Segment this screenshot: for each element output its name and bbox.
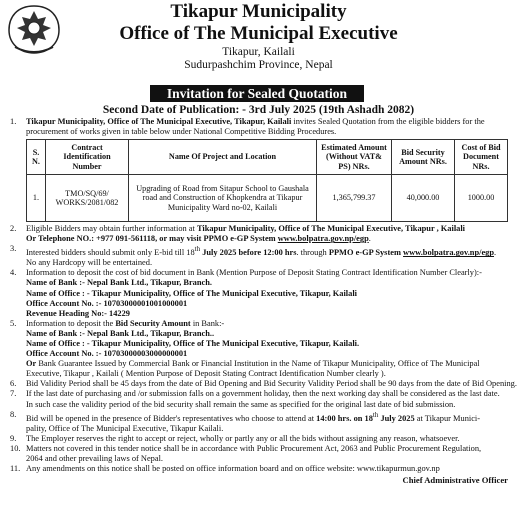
account-number: Office Account No. :- 10703000001001000001: [26, 298, 188, 308]
item-number: 2.: [10, 224, 17, 234]
item-text: The Employer reserves the right to accept or reject, wholly or partly any or all the bids without assigning any reason, whatsoever.: [26, 433, 460, 443]
item-number: 3.: [10, 244, 17, 254]
item-text: procurement of works given in table below under National Competitive Bidding Procedures.: [26, 127, 337, 137]
item-number: 7.: [10, 389, 17, 399]
item-text: 2064 and other prevailing laws of Nepal.: [26, 453, 163, 463]
office-title: Office of The Municipal Executive: [119, 23, 398, 44]
item-text: Interested bidders should submit only E-bid till 18: [26, 248, 195, 258]
notice-body: [10, 117, 517, 486]
egp-link[interactable]: www.bolpatra.gov.np/egp: [277, 234, 369, 244]
telephone-text: Or Telephone NO.: +977 091-561118, or may visit PPMO e-GP System: [26, 234, 278, 244]
deadline-text: July 2025 before 12:00 hrs: [200, 248, 297, 258]
notice-item-1: [10, 117, 508, 137]
item-number: 6.: [10, 379, 17, 389]
item-text: in Bank:-: [190, 318, 225, 328]
item-text: .: [494, 248, 497, 258]
table-cell: Upgrading of Road from Sitapur School to Gaushala road and Construction of Khopkendra at Tikapur Municipality Ward no-02, Kailali: [129, 175, 317, 222]
bank-name: Name of Bank :- Nepal Bank Ltd., Tikapur, Branch..: [26, 328, 215, 338]
item-text: Eligible Bidders may obtain further information at: [26, 224, 197, 234]
superscript: th: [372, 410, 379, 419]
office-name: Name of Office : - Tikapur Municipality, Office of The Municipal Executive, Tikapur, Kailali.: [26, 339, 360, 349]
notice-item-9: [10, 434, 508, 444]
item-text: Information to deposit the: [26, 318, 116, 328]
publication-date: Second Date of Publication: - 3rd July 2025 (19th Ashadh 2082): [102, 104, 415, 116]
item-text: invites Sealed Quotation from the eligible bidders for the: [291, 117, 485, 126]
item-number: 4.: [10, 268, 17, 278]
column-header: S. N.: [27, 140, 46, 175]
office-name: Tikapur Municipality, Office of The Municipal Executive, Tikapur , Kailali: [196, 224, 465, 234]
item-text: pality, Office of The Municipal Executive, Tikapur Kailali.: [26, 423, 224, 433]
notice-item-4: [10, 268, 508, 318]
account-number: Office Account No. :- 10703000003000000001: [26, 349, 188, 359]
egp-link[interactable]: www.bolpatra.gov.np/egp: [403, 248, 495, 258]
or-label: Or: [26, 359, 37, 369]
item-text: at Tikapur Munici-: [414, 413, 481, 423]
notice-item-5: [10, 319, 508, 380]
egp-system-text: PPMO e-GP System: [328, 248, 404, 258]
table-header-row: [27, 140, 508, 175]
notice-item-7: [10, 389, 508, 409]
item-text: .: [368, 234, 371, 244]
table-cell: 1000.00: [455, 175, 508, 222]
item-text: If the last date of purchasing and /or submission falls on a government holiday, then the next working day shall be considered as the last date.: [26, 389, 500, 399]
location-line: Tikapur, Kailali: [222, 46, 295, 58]
municipality-title: Tikapur Municipality: [170, 1, 347, 22]
notice-item-2: [10, 224, 508, 244]
item-number: 10.: [10, 443, 21, 453]
item-number: 5.: [10, 318, 17, 328]
item-number: 9.: [10, 433, 17, 443]
column-header: Contract Identification Number: [46, 140, 129, 175]
column-header: Name Of Project and Location: [129, 140, 317, 175]
item-text: Matters not covered in this tender notice shall be in accordance with Public Procurement Act, 2063 and Public Procurement Regulation,: [26, 443, 482, 453]
item-number: 1.: [10, 117, 17, 126]
notice-item-10: [10, 444, 508, 464]
issuer-name: Tikapur Municipality, Office of The Municipal Executive, Tikapur, Kailali: [26, 117, 292, 126]
opening-date: July 2025: [378, 413, 415, 423]
item-text: Information to deposit the cost of bid document in Bank (Mention Purpose of Deposit Stating Contract Identification Number Clearly):-: [26, 268, 482, 278]
bid-security-label: Bid Security Amount: [115, 318, 191, 328]
opening-time: 14:00 hrs. on 18: [316, 413, 373, 423]
column-header: Bid Security Amount NRs.: [392, 140, 455, 175]
signature-title: Chief Administrative Officer: [402, 475, 508, 486]
notice-banner: Invitation for Sealed Quotation: [150, 85, 364, 102]
item-text: Bid Validity Period shall be 45 days from the date of Bid Opening and Bid Security Validity Period shall be 90 days from the date of Bid Opening.: [26, 379, 517, 389]
item-number: 8.: [10, 409, 17, 419]
table-cell: 1.: [27, 175, 46, 222]
office-name: Name of Office : - Tikapur Municipality, Office of The Municipal Executive, Tikapur, Kailali: [26, 288, 357, 298]
item-text: In such case the validity period of the bid security shall remain the same as specified for the original last date of bid submission.: [26, 399, 456, 409]
notice-item-3: [10, 244, 508, 268]
table-cell: 1,365,799.37: [317, 175, 392, 222]
item-number: 11.: [10, 463, 21, 473]
item-text: No any Hardcopy will be entertained.: [26, 258, 153, 268]
item-text: Bank Guarantee Issued by Commercial Bank or Financial Institution in the Name of Tikapur Municipality, Office of The Municipal: [36, 359, 480, 369]
notice-item-8: [10, 410, 508, 434]
item-text: Any amendments on this notice shall be posted on office information board and on office website: www.tikapurmun.gov.np: [26, 463, 440, 473]
item-text: Bid will be opened in the presence of Bidder's representatives who choose to attend at: [26, 413, 317, 423]
item-text: . through: [296, 248, 329, 258]
notice-item-6: [10, 379, 517, 389]
column-header: Estimated Amount (Without VAT& PS) NRs.: [317, 140, 392, 175]
works-table: [26, 139, 508, 222]
table-row: [27, 175, 508, 222]
superscript: th: [194, 245, 201, 254]
bank-name: Name of Bank :- Nepal Bank Ltd., Tikapur, Branch.: [26, 278, 212, 288]
revenue-heading: Revenue Heading No:- 14229: [26, 308, 130, 318]
table-cell: 40,000.00: [392, 175, 455, 222]
column-header: Cost of Bid Document NRs.: [455, 140, 508, 175]
table-cell: TMO/SQ/69/ WORKS/2081/082: [46, 175, 129, 222]
province-line: Sudurpashchim Province, Nepal: [184, 59, 333, 71]
notice-item-11: [10, 464, 508, 474]
item-text: Executive, Tikapur , Kailali ( Mention Purpose of Deposit Stating Contract Identification Number clearly ).: [26, 369, 386, 379]
